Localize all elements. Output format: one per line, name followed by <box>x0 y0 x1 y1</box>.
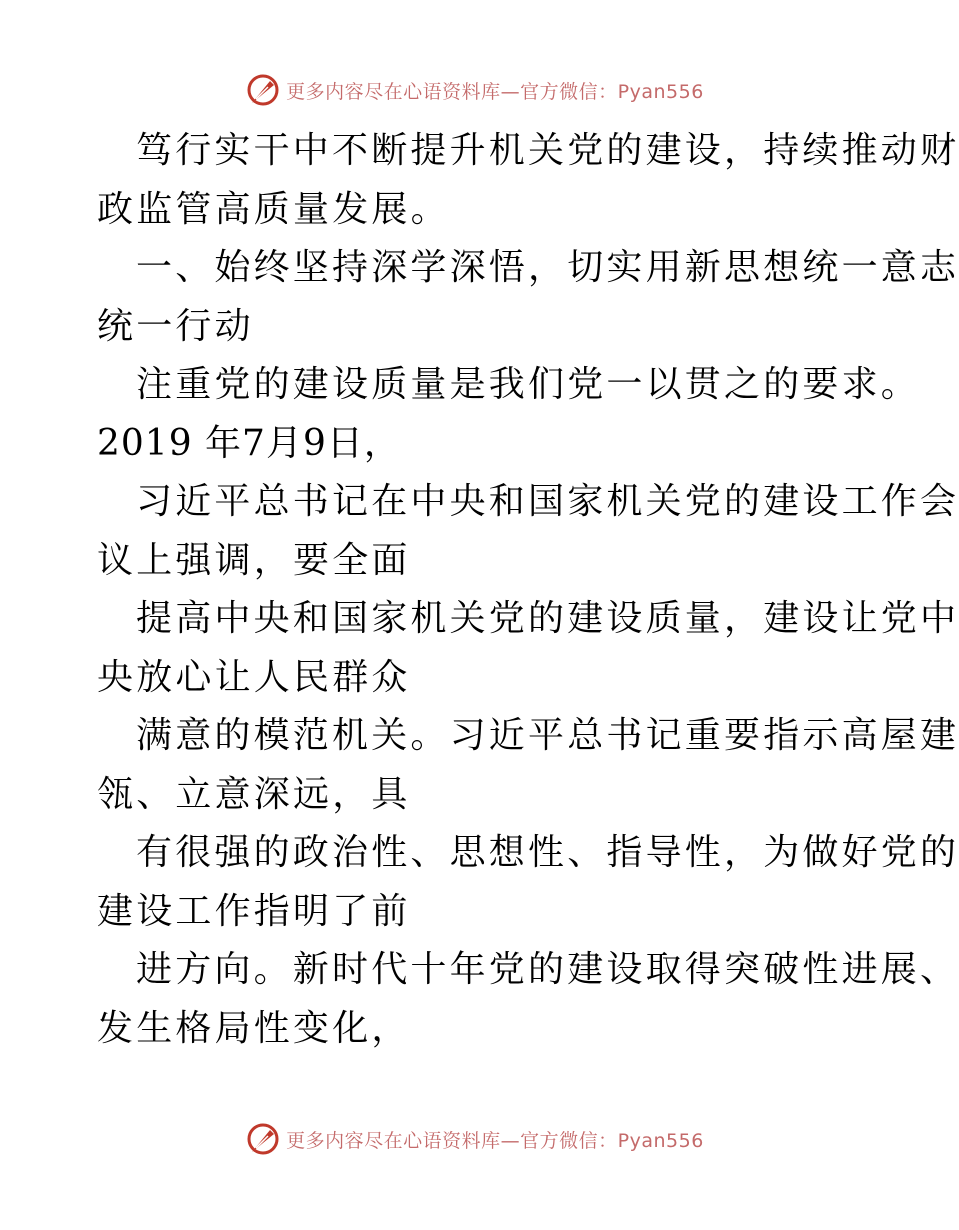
paragraph-line: 提高中央和国家机关党的建设质量，建设让党中 <box>136 598 959 639</box>
paragraph-line: 习近平总书记在中央和国家机关党的建设工作会 <box>136 481 959 522</box>
section-heading-line: 统一行动 <box>97 305 254 347</box>
paragraph-line: 进方向。新时代十年党的建设取得突破性进展、 <box>136 949 959 990</box>
paragraph-line: 瓴、立意深远，具 <box>97 773 411 815</box>
footer-banner-text: 更多内容尽在心语资料库—官方微信：Pyan556 <box>286 1129 704 1152</box>
paragraph-line: 2019 年7月9日， <box>97 422 401 464</box>
paragraph-line: 发生格局性变化， <box>97 1007 411 1049</box>
paragraph-line: 政监管高质量发展。 <box>97 188 450 230</box>
header-banner-text: 更多内容尽在心语资料库—官方微信：Pyan556 <box>286 80 704 103</box>
paragraph-line: 央放心让人民群众 <box>97 656 411 698</box>
quill-pen-logo-icon <box>246 1122 280 1156</box>
header-banner <box>0 72 950 108</box>
quill-pen-logo-icon <box>246 73 280 107</box>
section-heading-line: 一、始终坚持深学深悟，切实用新思想统一意志 <box>136 247 959 288</box>
document-body <box>97 122 959 1058</box>
footer-banner <box>0 1121 950 1157</box>
paragraph-line: 议上强调，要全面 <box>97 539 411 581</box>
paragraph-line: 注重党的建设质量是我们党一以贯之的要求。 <box>136 364 921 405</box>
paragraph-line: 笃行实干中不断提升机关党的建设，持续推动财 <box>136 130 959 171</box>
paragraph-line: 满意的模范机关。习近平总书记重要指示高屋建 <box>136 715 959 756</box>
paragraph-line: 建设工作指明了前 <box>97 890 411 932</box>
paragraph-line: 有很强的政治性、思想性、指导性，为做好党的 <box>136 832 959 873</box>
